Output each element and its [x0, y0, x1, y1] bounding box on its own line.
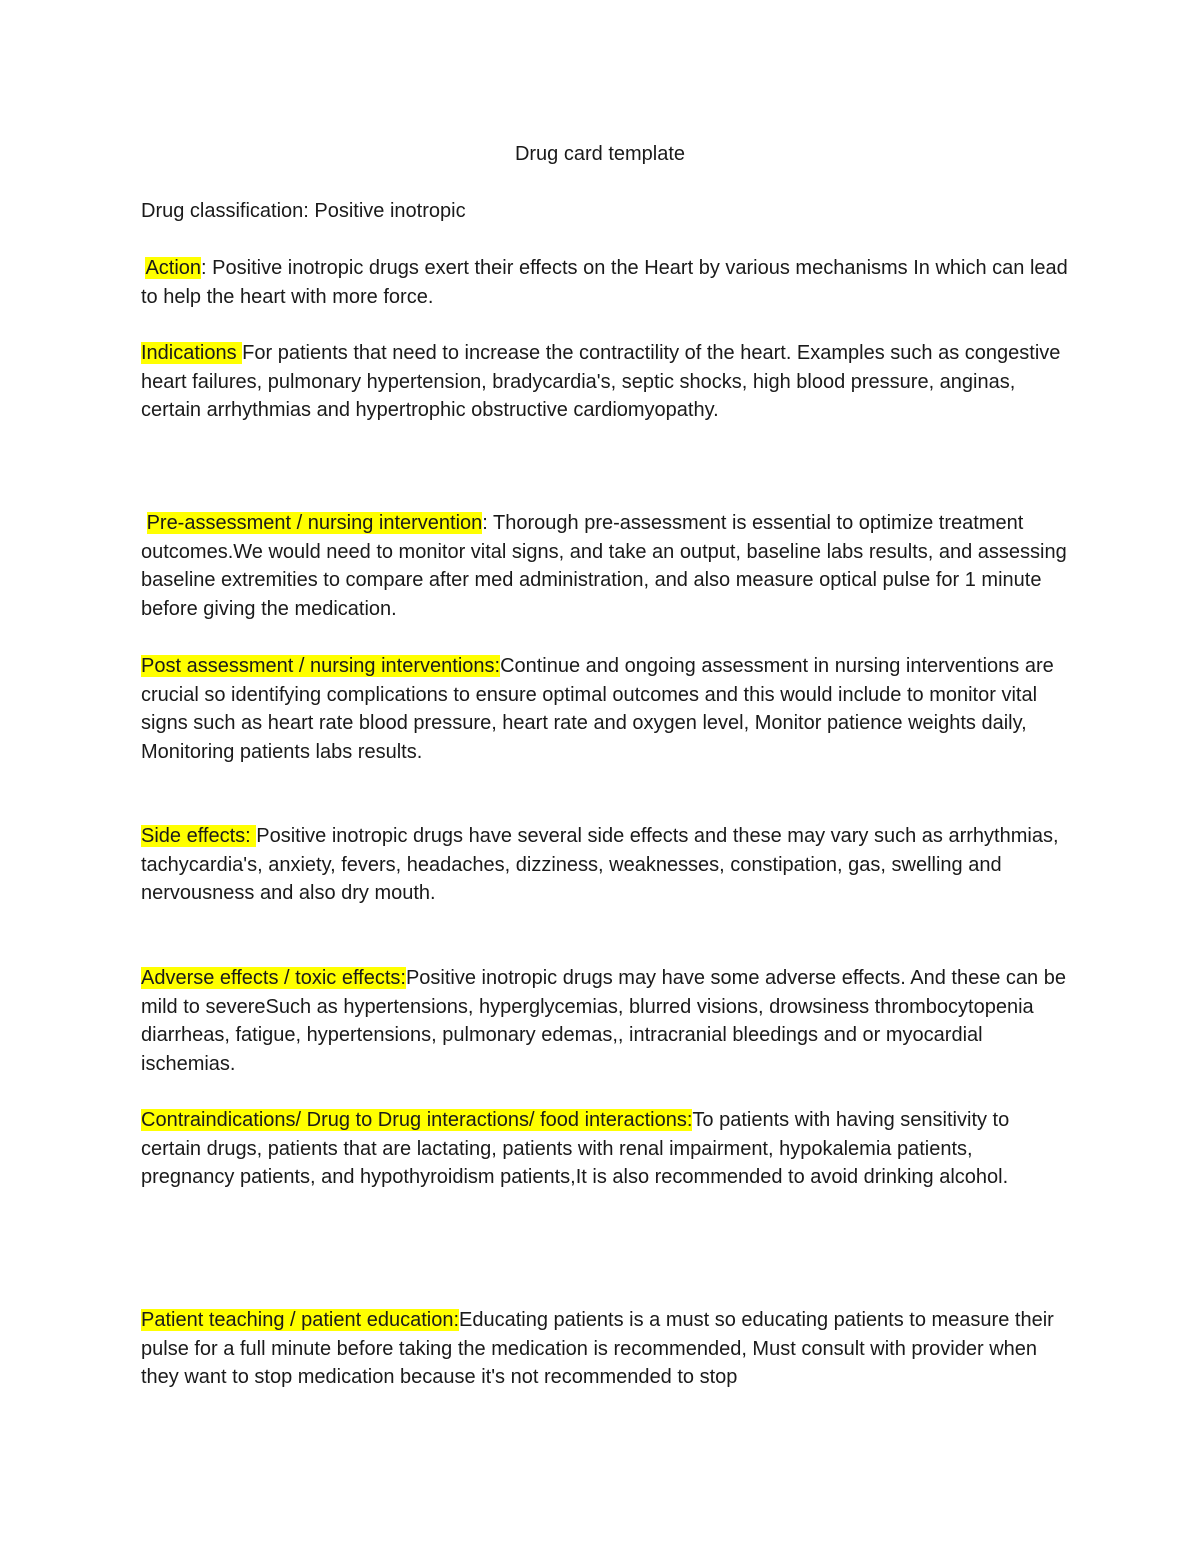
section-adverse-effects: [141, 964, 1071, 1078]
section-body-indications: For patients that need to increase the contractility of the heart. Examples such as congestive heart failures, pulmonary hypertension, bradycardia's, septic shocks, high blood pressure, anginas, certain arrhythmias and hypertrophic obstructive cardiomyopathy.: [141, 342, 1061, 421]
section-body-adverse-effects: Positive inotropic drugs may have some adverse effects. And these can be mild to severeSuch as hypertensions, hyperglycemias, blurred visions, drowsiness thrombocytopenia diarrheas, fatigue, hypertensions, pulmonary edemas,, intracranial bleedings and or myocardial ischemias.: [141, 967, 1066, 1075]
section-patient-teaching: [141, 1306, 1071, 1392]
section-label-indications: Indications: [141, 342, 243, 364]
section-label-adverse-effects: Adverse effects / toxic effects:: [141, 967, 406, 989]
section-body-pre-assessment: : Thorough pre-assessment is essential to optimize treatment outcomes.We would need to monitor vital signs, and take an output, baseline labs results, and assessing baseline extremities to compare after med administration, and also measure optical pulse for 1 minute before giving the medication.: [141, 512, 1067, 620]
section-label-action: Action: [145, 257, 202, 279]
section-body-patient-teaching: Educating patients is a must so educating patients to measure their pulse for a full minute before taking the medication is recommended, Must consult with provider when they want to stop medication because it's not recommended to stop: [141, 1309, 1054, 1388]
section-body-action: : Positive inotropic drugs exert their effects on the Heart by various mechanisms In which can lead to help the heart with more force.: [141, 257, 1068, 308]
section-body-side-effects: Positive inotropic drugs have several side effects and these may vary such as arrhythmias, tachycardia's, anxiety, fevers, headaches, dizziness, weaknesses, constipation, gas, swelling and nervousness and also dry mouth.: [141, 825, 1059, 904]
section-label-patient-teaching: Patient teaching / patient education:: [141, 1309, 460, 1331]
document-title: Drug card template: [514, 143, 686, 165]
section-action: [141, 254, 1071, 311]
drug-classification: Drug classification: Positive inotropic: [141, 200, 466, 222]
section-side-effects: [141, 822, 1071, 908]
section-body-contraindications: To patients with having sensitivity to certain drugs, patients that are lactating, patients with renal impairment, hypokalemia patients, pregnancy patients, and hypothyroidism patients,It is also recommended to avoid drinking alcohol.: [141, 1109, 1010, 1188]
section-contraindications: [141, 1106, 1071, 1192]
section-label-side-effects: Side effects:: [141, 825, 257, 847]
section-post-assessment: [141, 652, 1071, 766]
section-body-post-assessment: Continue and ongoing assessment in nursing interventions are crucial so identifying complications to ensure optimal outcomes and this would include to monitor vital signs such as heart rate blood pressure, heart rate and oxygen level, Monitor patience weights daily, Monitoring patients labs results.: [141, 655, 1054, 763]
section-label-post-assessment: Post assessment / nursing interventions:: [141, 655, 501, 677]
section-label-contraindications: Contraindications/ Drug to Drug interactions/ food interactions:: [141, 1109, 693, 1131]
section-pre-assessment: [141, 509, 1071, 623]
section-indications: [141, 339, 1071, 425]
section-label-pre-assessment: Pre-assessment / nursing intervention: [146, 512, 483, 534]
